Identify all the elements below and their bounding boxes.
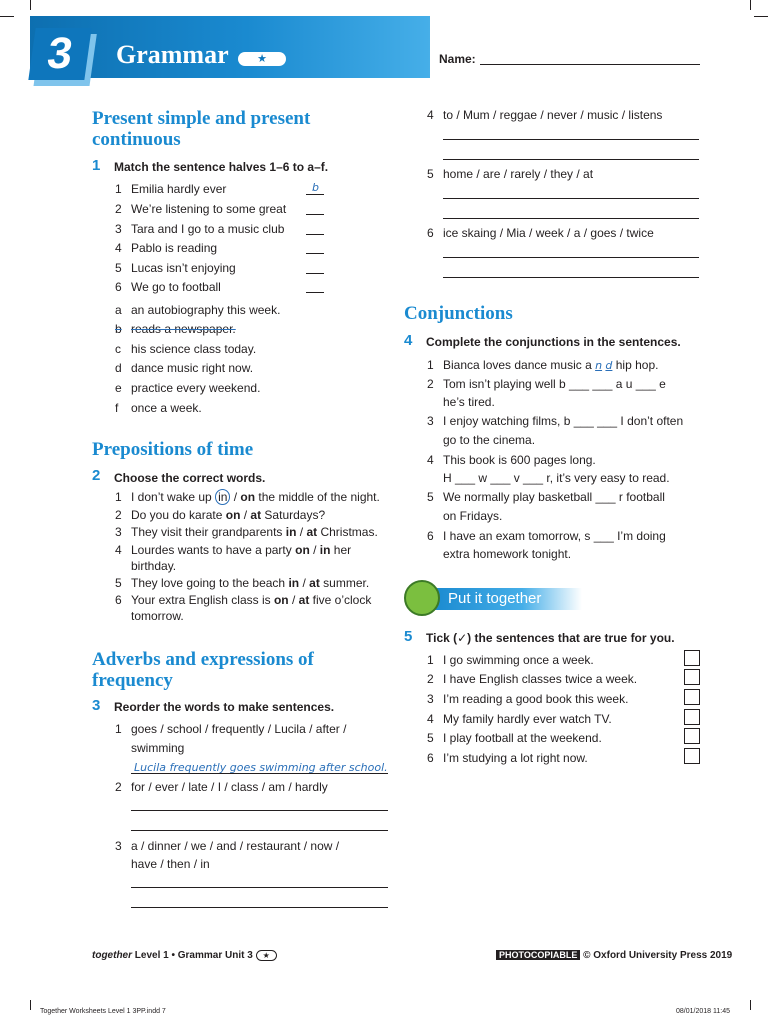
photocopiable-badge: PHOTOCOPIABLE [496,950,580,960]
item-number: 1 [115,490,122,504]
answer-line[interactable] [443,139,699,140]
ending-text: practice every weekend. [131,381,261,395]
match-item: We go to football [131,280,221,294]
circled-answer: in [215,489,230,505]
item-number: 6 [115,593,122,607]
reorder-item-continuation: have / then / in [131,857,210,871]
crop-mark [754,16,768,17]
page-title: Grammar [116,40,229,69]
exercise-number: 5 [404,628,413,645]
conjunction-item: I enjoy watching films, b ___ ___ I don’t often [443,414,684,428]
handwritten-answer: b [312,181,319,194]
item-number: 2 [115,780,122,794]
exercise-number: 4 [404,332,413,349]
exercise-instruction: Choose the correct words. [114,471,266,485]
unit-number-badge: 3 [28,28,91,80]
exercise-instruction: Complete the conjunctions in the sentences. [426,335,681,349]
item-number: 2 [115,508,122,522]
item-number: 6 [427,751,434,765]
conjunction-item: Tom isn’t playing well b ___ ___ a u ___ e [443,377,666,391]
conjunction-item-continuation: go to the cinema. [443,433,536,447]
footer-right: PHOTOCOPIABLE © Oxford University Press 2019 [496,950,732,961]
item-number: 4 [427,712,434,726]
choice-item: They visit their grandparents in / at Christmas. [131,525,378,539]
reorder-item: a / dinner / we / and / restaurant / now / [131,839,340,853]
item-number: 3 [115,525,122,539]
star-level-icon: ★ [256,950,277,961]
tick-checkbox[interactable] [684,748,700,764]
choice-item: Lourdes wants to have a party on / in her [131,543,352,557]
section-heading-conjunctions: Conjunctions [404,303,513,324]
answer-line[interactable] [443,159,699,160]
item-number: 6 [427,226,434,240]
item-number: 1 [427,358,434,372]
tick-checkbox[interactable] [684,669,700,685]
ending-text: an autobiography this week. [131,303,281,317]
tick-checkbox[interactable] [684,689,700,705]
handwritten-answer: d [605,359,613,372]
answer-line[interactable] [131,773,388,774]
item-number: 3 [115,839,122,853]
reorder-item: ice skaing / Mia / week / a / goes / twice [443,226,654,240]
name-field[interactable] [480,64,700,65]
exercise-instruction: Tick (✓) the sentences that are true for you. [426,631,675,645]
ending-text: reads a newspaper. [131,322,236,336]
conjunction-item-continuation: extra homework tonight. [443,547,572,561]
answer-line[interactable] [443,198,699,199]
reorder-item: to / Mum / reggae / never / music / listens [443,108,663,122]
ending-text: once a week. [131,401,202,415]
answer-blank[interactable] [306,273,324,274]
section-heading-adverbs: Adverbs and expressions of frequency [92,649,314,691]
match-item: We’re listening to some great [131,202,287,216]
exercise-instruction: Reorder the words to make sentences. [114,700,335,714]
ending-letter: c [115,342,121,356]
item-number: 3 [115,222,122,236]
reorder-item: goes / school / frequently / Lucila / after / [131,722,347,736]
answer-line[interactable] [443,218,699,219]
item-number: 4 [427,108,434,122]
tick-item: I go swimming once a week. [443,653,594,667]
crop-mark [30,0,31,10]
tick-item: I play football at the weekend. [443,731,602,745]
item-number: 1 [115,182,122,196]
choice-item-continuation: tomorrow. [131,609,184,623]
item-number: 2 [427,672,434,686]
answer-line[interactable] [443,277,699,278]
item-number: 5 [115,261,122,275]
crop-mark [750,0,751,10]
choice-item: I don’t wake up in / on the middle of the night. [131,490,380,504]
puzzle-hand-icon [404,580,440,616]
item-number: 1 [427,653,434,667]
answer-blank[interactable] [306,234,324,235]
item-number: 1 [115,722,122,736]
exercise-number: 1 [92,157,101,174]
answer-line[interactable] [131,907,388,908]
banner-label: Put it together [448,590,542,607]
footer-left: together Level 1 • Grammar Unit 3 ★ [92,950,277,961]
item-number: 2 [427,377,434,391]
ending-letter: f [115,401,119,415]
choice-item: Do you do karate on / at Saturdays? [131,508,326,522]
ending-letter: a [115,303,122,317]
print-slug-date: 08/01/2018 11:45 [676,1008,730,1015]
answer-blank[interactable] [306,253,324,254]
crop-mark [750,1000,751,1010]
item-number: 4 [115,543,122,557]
exercise-number: 2 [92,467,101,484]
conjunction-item-continuation: he’s tired. [443,395,495,409]
match-item: Emilia hardly ever [131,182,227,196]
answer-line[interactable] [131,830,388,831]
conjunction-item: I have an exam tomorrow, s ___ I’m doing [443,529,666,543]
ending-text: his science class today. [131,342,257,356]
tick-item: I’m studying a lot right now. [443,751,588,765]
handwritten-answer: n [595,359,603,372]
section-heading-present: Present simple and present continuous [92,108,311,150]
match-item: Tara and I go to a music club [131,222,285,236]
ending-text: dance music right now. [131,361,254,375]
exercise-number: 3 [92,697,101,714]
tick-checkbox[interactable] [684,650,700,666]
conjunction-item-continuation: on Fridays. [443,509,503,523]
answer-line[interactable] [131,810,388,811]
answer-blank[interactable] [306,214,324,215]
item-number: 5 [115,576,122,590]
match-item: Lucas isn’t enjoying [131,261,236,275]
ending-letter: d [115,361,122,375]
answer-blank[interactable] [306,194,324,195]
choice-item-continuation: birthday. [131,559,177,573]
conjunction-item-continuation: H ___ w ___ v ___ r, it’s very easy to read. [443,471,670,485]
choice-item: They love going to the beach in / at summer. [131,576,370,590]
tick-item: My family hardly ever watch TV. [443,712,612,726]
item-number: 6 [427,529,434,543]
exercise-instruction: Match the sentence halves 1–6 to a–f. [114,160,329,174]
handwritten-answer: Lucila frequently goes swimming after school. [134,761,388,774]
item-number: 4 [427,453,434,467]
answer-blank[interactable] [306,292,324,293]
item-number: 2 [115,202,122,216]
name-label: Name: [439,52,476,66]
item-number: 6 [115,280,122,294]
conjunction-item: Bianca loves dance music a n d hip hop. [443,358,659,372]
reorder-item: for / ever / late / I / class / am / hardly [131,780,328,794]
header-name-area [430,16,752,78]
ending-letter: b [115,322,122,336]
tick-item: I’m reading a good book this week. [443,692,629,706]
item-number: 5 [427,490,434,504]
tick-checkbox[interactable] [684,728,700,744]
conjunction-item: This book is 600 pages long. [443,453,596,467]
item-number: 3 [427,692,434,706]
section-heading-prepositions: Prepositions of time [92,439,254,460]
tick-checkbox[interactable] [684,709,700,725]
answer-line[interactable] [443,257,699,258]
reorder-item-continuation: swimming [131,741,185,755]
ending-letter: e [115,381,122,395]
item-number: 5 [427,167,434,181]
print-slug-file: Together Worksheets Level 1 3PP.indd 7 [40,1008,166,1015]
item-number: 3 [427,414,434,428]
reorder-item: home / are / rarely / they / at [443,167,594,181]
tick-item: I have English classes twice a week. [443,672,638,686]
star-level-icon: ★ [238,52,286,66]
item-number: 4 [115,241,122,255]
put-it-together-banner [404,580,584,616]
choice-item: Your extra English class is on / at five o’clock [131,593,372,607]
crop-mark [0,16,14,17]
conjunction-item: We normally play basketball ___ r football [443,490,665,504]
item-number: 5 [427,731,434,745]
answer-line[interactable] [131,887,388,888]
crop-mark [30,1000,31,1010]
match-item: Pablo is reading [131,241,218,255]
